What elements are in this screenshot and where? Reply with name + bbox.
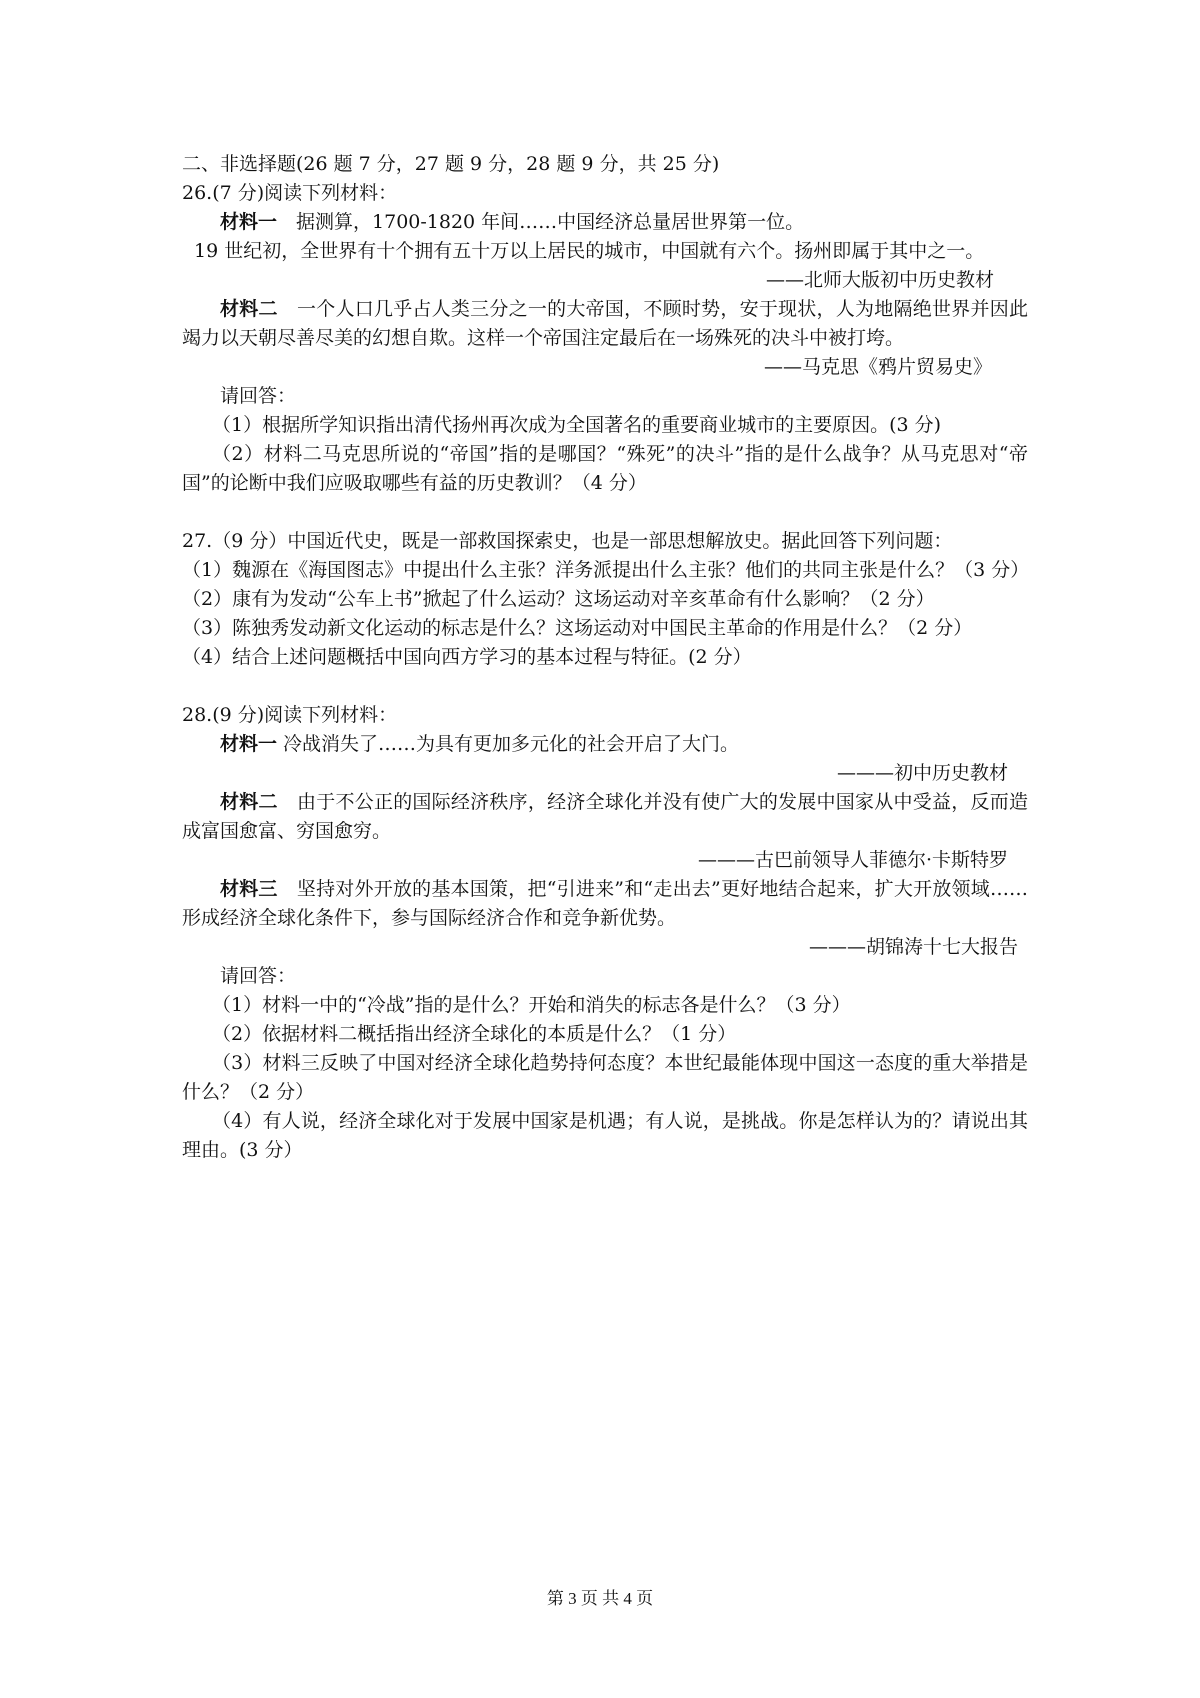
q27-sub-4: （4）结合上述问题概括中国向西方学习的基本过程与特征。(2 分）: [182, 646, 752, 668]
q28-title: 28.(9 分)阅读下列材料：: [182, 704, 398, 726]
q28-material-2: [182, 788, 1028, 846]
q26-prompt: 请回答：: [220, 385, 297, 407]
q27-title: 27.（9 分）中国近代史，既是一部救国探索史，也是一部思想解放史。据此回答下列问题：: [182, 530, 953, 552]
q28-m2-text: 由于不公正的国际经济秩序，经济全球化并没有使广大的发展中国家从中受益，反而造成富国愈富、穷国愈穷。: [182, 791, 1028, 842]
q28-m3-text: 坚持对外开放的基本国策，把“引进来”和“走出去”更好地结合起来，扩大开放领域……形成经济全球化条件下，参与国际经济合作和竞争新优势。: [182, 878, 1028, 929]
q26-m1-source: ——北师大版初中历史教材: [765, 269, 994, 291]
q28-m1-text: 冷战消失了……为具有更加多元化的社会开启了大门。: [277, 733, 740, 755]
q26-m1-label: 材料一: [220, 211, 278, 233]
q26-material-1: [182, 208, 1028, 237]
q28-sub-3: （3）材料三反映了中国对经济全球化趋势持何态度？本世纪最能体现中国这一态度的重大举措是什么？（2 分）: [182, 1052, 1028, 1103]
q26-m1-text: 据测算，1700-1820 年间……中国经济总量居世界第一位。: [277, 211, 805, 233]
q28-m2-label: 材料二: [220, 791, 278, 813]
q28-material-3: [182, 875, 1028, 933]
q26-sub-2: （2）材料二马克思所说的“帝国”指的是哪国？“殊死”的决斗”指的是什么战争？从马克思对“帝国”的论断中我们应吸取哪些有益的历史教训？（4 分）: [182, 443, 1028, 494]
q28-prompt: 请回答：: [220, 965, 297, 987]
q28-m1-label: 材料一: [220, 733, 278, 755]
page-footer: 第 3 页 共 4 页: [546, 1589, 654, 1608]
spacer: [182, 498, 1028, 527]
q28-material-1: [182, 730, 1028, 759]
q27-sub-2: （2）康有为发动“公车上书”掀起了什么运动？这场运动对辛亥革命有什么影响？（2 分）: [182, 588, 935, 610]
q26-material-2: [182, 295, 1028, 353]
q28-sub-1: （1）材料一中的“冷战”指的是什么？开始和消失的标志各是什么？（3 分）: [212, 994, 851, 1016]
q26-m2-label: 材料二: [220, 298, 278, 320]
q26-sub-1: （1）根据所学知识指出清代扬州再次成为全国著名的重要商业城市的主要原因。(3 分): [212, 414, 942, 436]
exam-page-content: [182, 150, 1028, 1165]
q28-sub-2: （2）依据材料二概括指出经济全球化的本质是什么？（1 分）: [212, 1023, 737, 1045]
spacer: [182, 672, 1028, 701]
q27-sub-1: （1）魏源在《海国图志》中提出什么主张？洋务派提出什么主张？他们的共同主张是什么？（3 分）: [182, 559, 1030, 581]
q28-m1-source: ———初中历史教材: [836, 762, 1008, 784]
q27-sub-3: （3）陈独秀发动新文化运动的标志是什么？这场运动对中国民主革命的作用是什么？（2 分）: [182, 617, 973, 639]
q28-m3-source: ———胡锦涛十七大报告: [808, 936, 1018, 958]
q28-sub-4: （4）有人说，经济全球化对于发展中国家是机遇；有人说，是挑战。你是怎样认为的？请说出其理由。(3 分）: [182, 1110, 1028, 1161]
q26-m1-text2: 19 世纪初，全世界有十个拥有五十万以上居民的城市，中国就有六个。扬州即属于其中之一。: [194, 240, 985, 262]
question-27: [182, 527, 1028, 672]
section-header: 二、非选择题(26 题 7 分，27 题 9 分，28 题 9 分，共 25 分): [182, 153, 720, 175]
q28-m3-label: 材料三: [220, 878, 278, 900]
q26-m2-source: ——马克思《鸦片贸易史》: [763, 356, 992, 378]
question-26: [182, 179, 1028, 498]
q28-m2-source: ———古巴前领导人菲德尔·卡斯特罗: [697, 849, 1008, 871]
q26-title: 26.(7 分)阅读下列材料：: [182, 182, 398, 204]
q26-m2-text: 一个人口几乎占人类三分之一的大帝国，不顾时势，安于现状，人为地隔绝世界并因此竭力以天朝尽善尽美的幻想自欺。这样一个帝国注定最后在一场殊死的决斗中被打垮。: [182, 298, 1028, 349]
question-28: [182, 701, 1028, 1165]
